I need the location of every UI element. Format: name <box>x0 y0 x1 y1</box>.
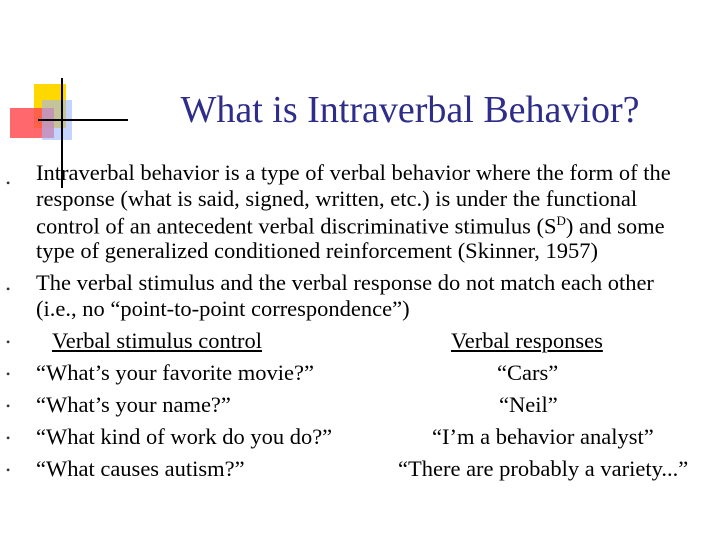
stimulus-cell: “What kind of work do you do?” <box>36 424 333 449</box>
bullet: • <box>6 176 11 190</box>
para2-line1: The verbal stimulus and the verbal response do not match each other <box>36 270 654 295</box>
header-verbal-responses: Verbal responses <box>451 328 603 353</box>
stimulus-cell: “What causes autism?” <box>36 456 245 481</box>
response-cell: “There are probably a variety...” <box>398 456 689 481</box>
bullet: • <box>6 335 11 349</box>
para1-line3-post: ) and some <box>565 213 665 239</box>
response-cell: “I’m a behavior analyst” <box>432 424 654 449</box>
slide-title: What is Intraverbal Behavior? <box>180 89 640 131</box>
para1-line3-pre: control of an antecedent verbal discriminative stimulus (S <box>36 213 557 239</box>
bullet: • <box>6 463 11 477</box>
para1-line4: type of generalized conditioned reinforcement (Skinner, 1957) <box>36 238 599 263</box>
para1-line1: Intraverbal behavior is a type of verbal behavior where the form of the <box>36 160 671 185</box>
para2-line2: (i.e., no “point-to-point correspondence”) <box>36 296 410 321</box>
bullet: • <box>6 431 11 445</box>
discriminative-stimulus-superscript: D <box>556 213 566 228</box>
para1-line2: response (what is said, signed, written, etc.) is under the functional <box>36 186 638 211</box>
header-stimulus-control: Verbal stimulus control <box>52 328 262 353</box>
response-cell: “Neil” <box>499 392 558 417</box>
bullet: • <box>6 399 11 413</box>
para1-line3 <box>36 214 665 238</box>
stimulus-cell: “What’s your name?” <box>36 392 231 417</box>
response-cell: “Cars” <box>497 360 559 385</box>
bullet: • <box>6 367 11 381</box>
bullet: • <box>6 282 11 296</box>
stimulus-cell: “What’s your favorite movie?” <box>36 360 315 385</box>
